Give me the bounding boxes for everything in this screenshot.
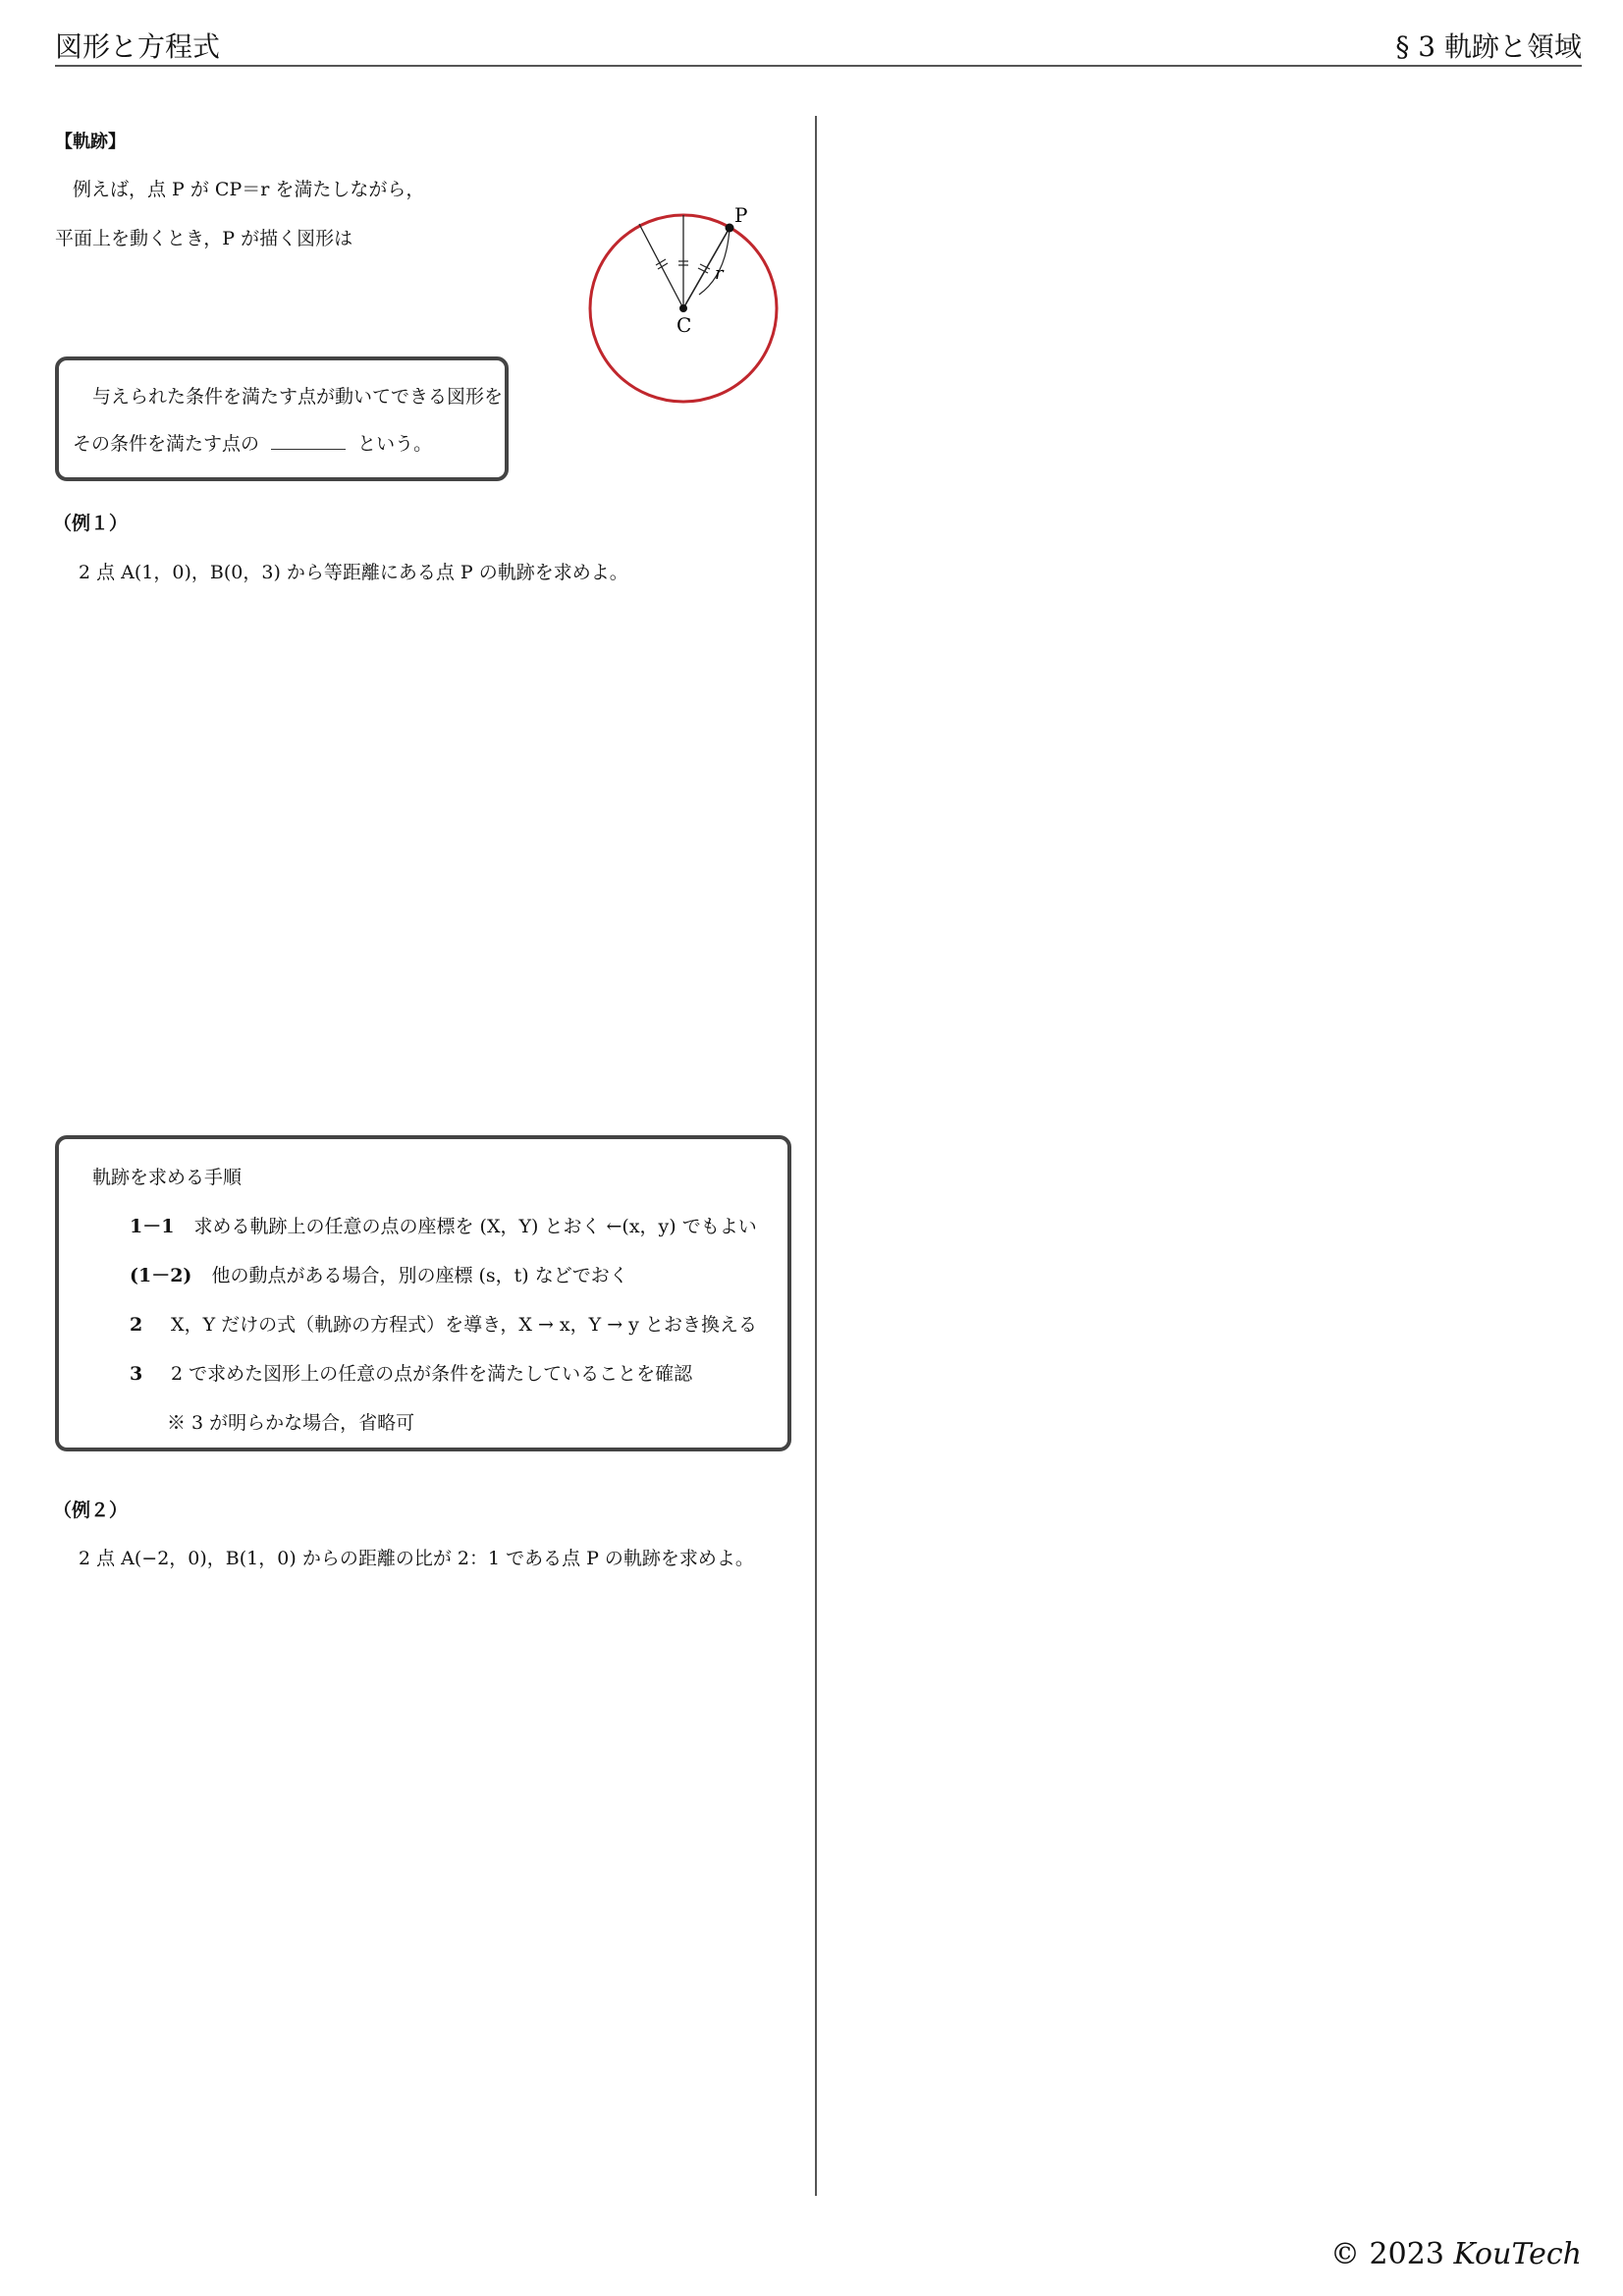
- step-number: 1－1: [130, 1216, 175, 1237]
- definition-line-2: [73, 429, 432, 456]
- step-number: 2: [130, 1314, 143, 1336]
- brand-name: KouTech: [1453, 2237, 1582, 2271]
- column-divider: [815, 116, 817, 2196]
- point-c-dot: [679, 304, 687, 312]
- label-r: r: [715, 263, 724, 284]
- step-number: 3: [130, 1363, 143, 1385]
- procedure-title: 軌跡を求める手順: [92, 1167, 243, 1188]
- definition-line-1: 与えられた条件を満たす点が動いてできる図形を: [92, 386, 504, 408]
- step-text: 求める軌跡上の任意の点の座標を (X，Y) とおく ←(x，y) でもよい: [193, 1216, 757, 1237]
- answer-blank: [271, 433, 346, 450]
- header-title-left: 図形と方程式: [55, 30, 221, 63]
- procedure-box: [55, 1135, 791, 1451]
- step-text: 2 で求めた図形上の任意の点が条件を満たしていることを確認: [171, 1363, 693, 1385]
- section-heading: 【軌跡】: [55, 132, 126, 152]
- footer-copyright: [1330, 2237, 1582, 2271]
- procedure-step: [130, 1261, 628, 1287]
- example-1-label: （例１）: [53, 513, 129, 534]
- definition-line-2-before: その条件を満たす点の: [73, 433, 260, 455]
- intro-line-1: 例えば，点 P が CP＝r を満たしながら，: [73, 179, 425, 200]
- procedure-step: [130, 1212, 757, 1238]
- example-2-problem: 2 点 A(−2，0)，B(1，0) からの距離の比が 2：1 である点 P の軌跡を求めよ。: [79, 1548, 754, 1569]
- intro-line-2: 平面上を動くとき，P が描く図形は: [55, 228, 353, 249]
- radius-left: [639, 224, 683, 308]
- procedure-note: ※ 3 が明らかな場合，省略可: [167, 1412, 415, 1434]
- copyright-text: © 2023: [1330, 2237, 1444, 2271]
- locus-circle-figure: [579, 196, 795, 412]
- definition-line-2-after: という。: [357, 433, 433, 455]
- definition-box: [55, 356, 509, 481]
- label-c: C: [676, 313, 692, 337]
- example-1-problem: 2 点 A(1，0)，B(0，3) から等距離にある点 P の軌跡を求めよ。: [79, 562, 628, 583]
- step-number: (1－2): [130, 1265, 192, 1286]
- step-text: 他の動点がある場合，別の座標 (s，t) などでおく: [211, 1265, 628, 1286]
- point-p-dot: [726, 224, 734, 233]
- header-rule: [55, 65, 1582, 67]
- radius-arc: [699, 228, 730, 295]
- step-text: X，Y だけの式（軌跡の方程式）を導き，X → x，Y → y とおき換える: [171, 1314, 757, 1336]
- procedure-step: [130, 1359, 692, 1386]
- example-2-label: （例２）: [53, 1500, 129, 1521]
- label-p: P: [734, 203, 748, 227]
- procedure-step: [130, 1310, 757, 1337]
- header-title-right: § 3 軌跡と領域: [1395, 30, 1582, 63]
